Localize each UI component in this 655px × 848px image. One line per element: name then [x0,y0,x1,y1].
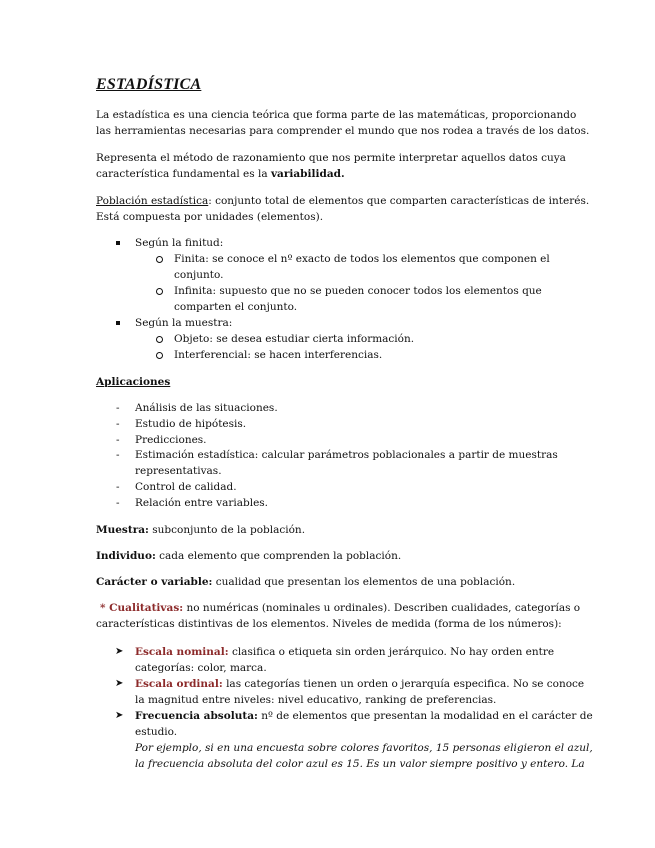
cualitativas-text: no numéricas (nominales u ordinales). Describen cualidades, categorías o [183,602,581,614]
square-bullet-icon [116,321,120,325]
frecuencia-line-2: estudio. [135,726,178,738]
caracter-term: Carácter o variable: [96,576,213,588]
aplicacion-item: Relación entre variables. [135,497,269,509]
frecuencia-text: nº de elementos que presentan la modalidad en el carácter de [257,710,593,722]
aplicaciones-heading: Aplicaciones [96,376,171,388]
infinita-line-2: comparten el conjunto. [174,301,298,313]
square-bullet-icon [116,241,120,245]
individuo-definition [96,548,401,564]
aplicacion-item: Control de calidad. [135,481,237,493]
page-title: ESTADÍSTICA [96,76,202,93]
intro-line-2: las herramientas necesarias para comprender el mundo que nos rodea a través de los datos. [96,125,590,137]
aplicacion-item: Estudio de hipótesis. [135,418,247,430]
arrow-bullet-icon: ➤ [115,646,124,657]
intro-line-1: La estadística es una ciencia teórica que forma parte de las matemáticas, proporcionando [96,109,577,121]
individuo-text: cada elemento que comprenden la población. [155,550,402,562]
muestra-tipo-label: Según la muestra: [135,317,233,329]
cualitativas-line-2: características distintivas de los elementos. Niveles de medida (forma de los números): [96,618,562,630]
cualitativas-term: Cualitativas: [109,602,184,614]
muestra-text: subconjunto de la población. [148,524,306,536]
circle-bullet-icon [156,336,163,343]
metodo-line-1: Representa el método de razonamiento que nos permite interpretar aquellos datos cuya [96,152,566,164]
dash-bullet: - [116,434,120,446]
caracter-text: cualidad que presentan los elementos de una población. [212,576,516,588]
dash-bullet: - [116,497,120,509]
cualitativas-line-1 [100,600,580,616]
finita-line-1: Finita: se conoce el nº exacto de todos los elementos que componen el [174,253,550,265]
circle-bullet-icon [156,288,163,295]
nominal-line-1 [135,644,554,660]
nominal-term: Escala nominal: [135,646,229,658]
star-marker: * [100,602,110,614]
circle-bullet-icon [156,352,163,359]
poblacion-term: Población estadística [96,195,209,207]
arrow-bullet-icon: ➤ [115,710,124,721]
ordinal-text: las categorías tienen un orden o jerarquía especifica. No se conoce [222,678,585,690]
aplicacion-item: Análisis de las situaciones. [135,402,278,414]
finitud-label: Según la finitud: [135,237,224,249]
nominal-line-2: categorías: color, marca. [135,662,267,674]
dash-bullet: - [116,402,120,414]
objeto-item: Objeto: se desea estudiar cierta información. [174,333,415,345]
metodo-line-2 [96,166,345,182]
aplicacion-item-continued: representativas. [135,465,222,477]
poblacion-definition: : conjunto total de elementos que comparten características de interés. [208,195,590,207]
dash-bullet: - [116,418,120,430]
dash-bullet: - [116,449,120,461]
dash-bullet: - [116,481,120,493]
muestra-definition [96,522,305,538]
ordinal-term: Escala ordinal: [135,678,223,690]
circle-bullet-icon [156,256,163,263]
frecuencia-term: Frecuencia absoluta: [135,710,258,722]
infinita-line-1: Infinita: supuesto que no se pueden conocer todos los elementos que [174,285,542,297]
interferencial-item: Interferencial: se hacen interferencias. [174,349,383,361]
aplicacion-item: Predicciones. [135,434,207,446]
variabilidad-term: variabilidad. [270,168,345,180]
frecuencia-line-1 [135,708,593,724]
metodo-text: característica fundamental es la [96,168,271,180]
poblacion-line-1 [96,193,589,209]
ordinal-line-2: la magnitud entre niveles: nivel educativo, ranking de preferencias. [135,694,497,706]
ejemplo-line-2: la frecuencia absoluta del color azul es 15. Es un valor siempre positivo y entero. La [135,758,585,770]
ejemplo-line-1: Por ejemplo, si en una encuesta sobre colores favoritos, 15 personas eligieron el azul, [135,742,593,754]
muestra-term: Muestra: [96,524,149,536]
arrow-bullet-icon: ➤ [115,678,124,689]
finita-line-2: conjunto. [174,269,224,281]
caracter-definition [96,574,515,590]
individuo-term: Individuo: [96,550,156,562]
ordinal-line-1 [135,676,584,692]
nominal-text: clasifica o etiqueta sin orden jerárquico. No hay orden entre [228,646,555,658]
poblacion-line-2: Está compuesta por unidades (elementos). [96,211,324,223]
aplicacion-item: Estimación estadística: calcular parámetros poblacionales a partir de muestras [135,449,558,461]
